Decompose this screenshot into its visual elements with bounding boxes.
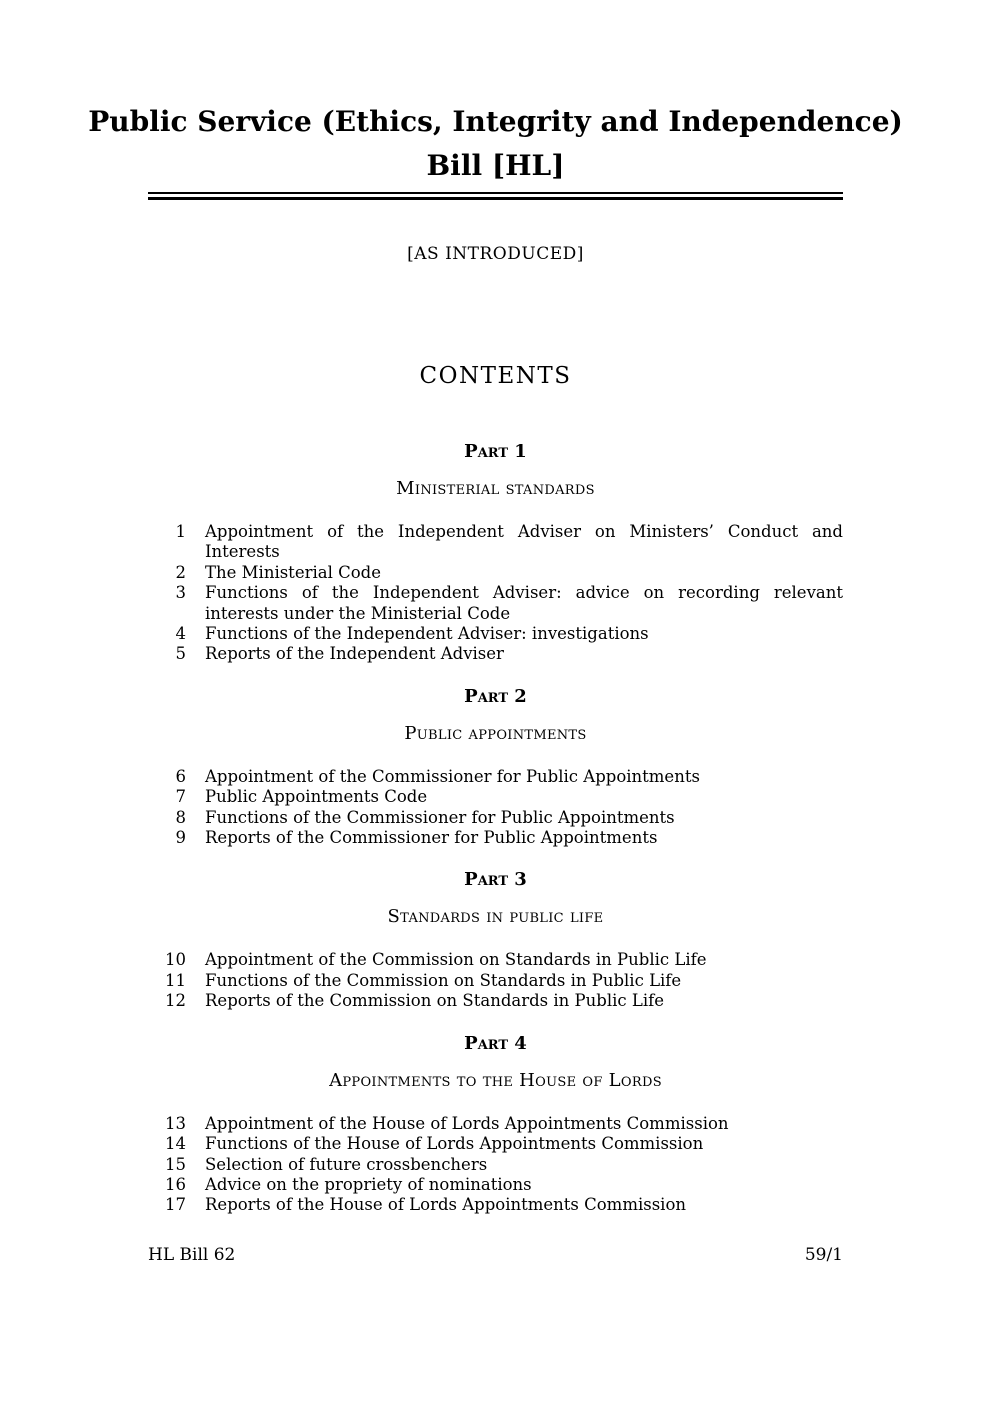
clause-title: The Ministerial Code bbox=[205, 562, 381, 582]
clause-row bbox=[148, 644, 843, 664]
clause-row bbox=[148, 828, 843, 848]
content-column bbox=[88, 0, 903, 1216]
clause-title: Functions of the Independent Adviser: advice on recording relevant interests under the Ministerial Code bbox=[205, 583, 843, 623]
clause-title: Functions of the Independent Adviser: investigations bbox=[205, 624, 649, 644]
clause-list bbox=[148, 522, 843, 665]
clause-row bbox=[148, 971, 843, 991]
part-heading: Ministerial standards bbox=[396, 478, 595, 499]
clause-title: Functions of the Commission on Standards in Public Life bbox=[205, 970, 682, 990]
title-double-rule bbox=[148, 192, 843, 200]
clause-number: 7 bbox=[175, 787, 186, 807]
clause-title: Appointment of the House of Lords Appointments Commission bbox=[205, 1113, 729, 1133]
bill-title-line1: Public Service (Ethics, Integrity and Independence) bbox=[88, 105, 903, 138]
clause-number: 9 bbox=[175, 828, 186, 848]
clause-row bbox=[148, 522, 843, 563]
clause-number: 8 bbox=[175, 807, 186, 827]
part-label: Part 4 bbox=[464, 1032, 527, 1054]
part-section bbox=[148, 870, 843, 1011]
clause-number: 14 bbox=[165, 1134, 186, 1154]
clause-title: Appointment of the Commissioner for Public Appointments bbox=[205, 766, 700, 786]
clause-number: 6 bbox=[175, 766, 186, 786]
clause-title: Reports of the Commissioner for Public Appointments bbox=[205, 828, 658, 848]
clause-title: Functions of the Commissioner for Public Appointments bbox=[205, 807, 675, 827]
clause-title: Reports of the House of Lords Appointments Commission bbox=[205, 1195, 687, 1215]
clause-list bbox=[148, 1114, 843, 1216]
clause-title: Appointment of the Independent Adviser on Ministers’ Conduct and Interests bbox=[205, 522, 843, 562]
clause-row bbox=[148, 767, 843, 787]
clause-list bbox=[148, 950, 843, 1011]
clause-number: 17 bbox=[165, 1195, 186, 1215]
part-heading: Standards in public life bbox=[387, 906, 604, 928]
contents-heading: CONTENTS bbox=[419, 363, 572, 389]
clause-number: 13 bbox=[165, 1113, 186, 1133]
page-footer bbox=[148, 1245, 843, 1265]
clause-row bbox=[148, 1175, 843, 1195]
clause-row bbox=[148, 624, 843, 644]
bill-title-line2: Bill [HL] bbox=[426, 149, 565, 182]
clause-title: Reports of the Commission on Standards in Public Life bbox=[205, 991, 664, 1011]
clause-number: 11 bbox=[165, 970, 186, 990]
part-label: Part 1 bbox=[464, 441, 527, 462]
clause-title: Advice on the propriety of nominations bbox=[205, 1174, 532, 1194]
clause-row bbox=[148, 583, 843, 624]
part-label: Part 2 bbox=[464, 685, 527, 707]
clause-title: Functions of the House of Lords Appointments Commission bbox=[205, 1134, 704, 1154]
part-heading: Appointments to the House of Lords bbox=[329, 1069, 662, 1091]
clause-title: Selection of future crossbenchers bbox=[205, 1154, 488, 1174]
clause-title: Reports of the Independent Adviser bbox=[205, 644, 504, 664]
clause-row bbox=[148, 787, 843, 807]
footer-bill-number: HL Bill 62 bbox=[148, 1245, 236, 1265]
clause-number: 3 bbox=[175, 583, 186, 603]
part-label: Part 3 bbox=[464, 869, 527, 891]
clause-number: 4 bbox=[175, 624, 186, 644]
footer-session-ref: 59/1 bbox=[804, 1245, 843, 1265]
clause-row bbox=[148, 563, 843, 583]
part-heading: Public appointments bbox=[404, 722, 587, 744]
clause-number: 10 bbox=[165, 950, 186, 970]
clause-row bbox=[148, 1155, 843, 1175]
clause-row bbox=[148, 1195, 843, 1215]
part-section bbox=[148, 442, 843, 665]
clause-title: Appointment of the Commission on Standards in Public Life bbox=[205, 950, 707, 970]
clause-row bbox=[148, 1114, 843, 1134]
contents-list bbox=[148, 442, 843, 1216]
bill-title bbox=[86, 0, 905, 188]
introduced-status: [AS INTRODUCED] bbox=[407, 244, 584, 264]
clause-row bbox=[148, 991, 843, 1011]
clause-number: 16 bbox=[165, 1174, 186, 1194]
clause-number: 5 bbox=[175, 644, 186, 664]
clause-number: 2 bbox=[175, 562, 186, 582]
clause-row bbox=[148, 1134, 843, 1154]
clause-row bbox=[148, 950, 843, 970]
part-section bbox=[148, 687, 843, 849]
part-section bbox=[148, 1034, 843, 1216]
clause-number: 15 bbox=[165, 1154, 186, 1174]
clause-row bbox=[148, 808, 843, 828]
clause-number: 12 bbox=[165, 991, 186, 1011]
clause-title: Public Appointments Code bbox=[205, 787, 428, 807]
clause-number: 1 bbox=[175, 522, 186, 541]
clause-list bbox=[148, 767, 843, 849]
